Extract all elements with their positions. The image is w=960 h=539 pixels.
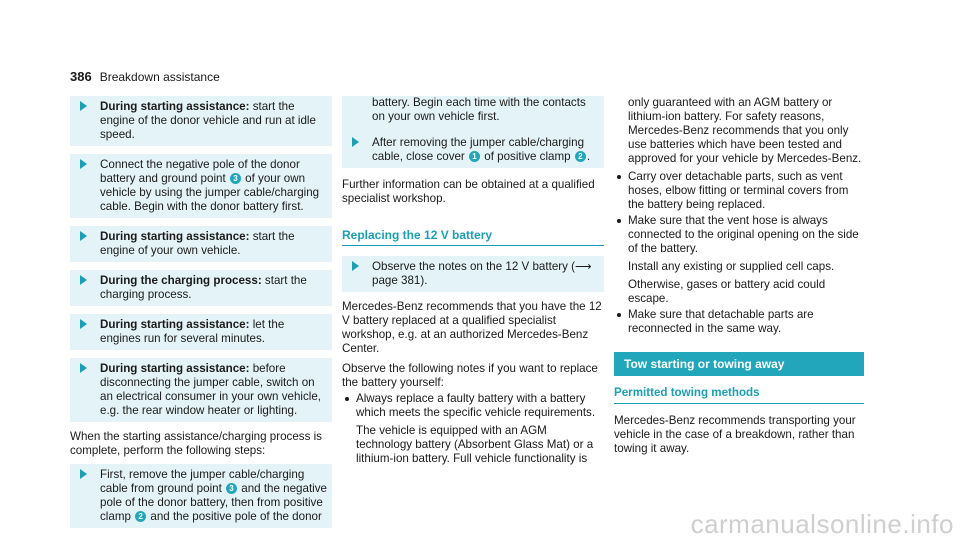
- callout-badge: 2: [575, 151, 586, 162]
- page-reference-link[interactable]: page 381).: [372, 274, 428, 287]
- watermark: carmanualsonline.info: [690, 509, 954, 539]
- step-label: During starting assistance:: [100, 318, 250, 331]
- list-item-text: Always replace a faulty battery with a battery which meets the specific vehicle requirements.: [356, 392, 596, 419]
- list-item-subtext: Install any existing or supplied cell caps.: [628, 260, 835, 273]
- page-reference-arrow-icon: ⟶: [575, 260, 592, 273]
- step-remove-cable: [70, 464, 332, 528]
- step-run-engines: [70, 314, 332, 350]
- step-text: Observe the notes on the 12 V battery (: [372, 260, 576, 273]
- column-1: [70, 96, 332, 536]
- page-title: Breakdown assistance: [99, 70, 220, 84]
- callout-badge: 3: [226, 483, 237, 494]
- callout-badge: 3: [230, 173, 241, 184]
- bullet-list: [342, 392, 604, 466]
- step-text: start the engine of your own vehicle.: [100, 230, 295, 257]
- bullet-icon: [617, 219, 621, 223]
- step-label: During starting assistance:: [100, 100, 250, 113]
- step-text: of your own vehicle by using the jumper cable/charging cable. Begin with the donor battery first.: [100, 172, 320, 213]
- step-charging: [70, 270, 332, 306]
- step-arrow-icon: [80, 231, 87, 241]
- subsection-heading-towing-methods: Permitted towing methods: [614, 386, 864, 404]
- step-label: During the charging process:: [100, 274, 262, 287]
- list-item: [614, 308, 864, 336]
- list-item: [614, 170, 864, 212]
- page-header: [70, 70, 220, 84]
- section-banner-tow-starting: Tow starting or towing away: [614, 352, 864, 376]
- paragraph-transporting: Mercedes-Benz recommends transporting your vehicle in the case of a breakdown, rather than towing it away.: [614, 414, 856, 455]
- bullet-list: [614, 170, 864, 336]
- step-arrow-icon: [80, 275, 87, 285]
- step-close-cover: [342, 128, 604, 168]
- list-item: [614, 214, 864, 306]
- callout-badge: 1: [469, 151, 480, 162]
- list-item-continuation: only guaranteed with an AGM battery or lithium-ion battery. For safety reasons, Mercedes-Benz recommends that you only use batteries which have been tested and approved for your vehicle by Mercedes-Benz.: [628, 96, 862, 165]
- bullet-icon: [345, 397, 349, 401]
- list-item: [342, 392, 604, 466]
- column-3: [614, 96, 864, 462]
- step-text: First, remove the jumper cable/charging cable from ground point: [100, 468, 305, 495]
- step-arrow-icon: [80, 101, 87, 111]
- step-text: let the engines run for several minutes.: [100, 318, 285, 345]
- section-heading-replacing-battery: Replacing the 12 V battery: [342, 228, 604, 246]
- bullet-icon: [617, 313, 621, 317]
- step-arrow-icon: [352, 261, 359, 271]
- paragraph-further-info: Further information can be obtained at a qualified specialist workshop.: [342, 178, 595, 205]
- step-text: start the charging process.: [100, 274, 307, 301]
- column-2: [342, 96, 604, 470]
- paragraph-recommends: Mercedes-Benz recommends that you have the 12 V battery replaced at a qualified specialist workshop, e.g. at an authorized Mercedes-Benz Center.: [342, 300, 602, 355]
- step-arrow-icon: [80, 363, 87, 373]
- bullet-icon: [617, 175, 621, 179]
- step-label: During starting assistance:: [100, 362, 250, 375]
- step-text: of positive clamp: [481, 150, 574, 163]
- list-item-subtext: The vehicle is equipped with an AGM technology battery (Absorbent Glass Mat) or a lithium-ion battery. Full vehicle functionality is: [356, 424, 594, 465]
- step-label: During starting assistance:: [100, 230, 250, 243]
- callout-badge: 2: [135, 511, 146, 522]
- list-item-text: Make sure that the vent hose is always connected to the original opening on the side of the battery.: [628, 214, 859, 255]
- step-arrow-icon: [352, 137, 359, 147]
- step-text: and the negative pole of the donor battery, then from positive clamp: [100, 482, 327, 523]
- step-start-engine-donor: [70, 96, 332, 146]
- step-text: .: [586, 150, 591, 163]
- step-arrow-icon: [80, 159, 87, 169]
- step-arrow-icon: [80, 319, 87, 329]
- step-text: before disconnecting the jumper cable, switch on an electrical consumer in your own vehicle, e.g. the rear window heater or lighting.: [100, 362, 322, 417]
- step-text: battery. Begin each time with the contacts on your own vehicle first.: [372, 96, 586, 123]
- step-connect-negative: [70, 154, 332, 218]
- step-text: start the engine of the donor vehicle and run at idle speed.: [100, 100, 316, 141]
- step-switch-on-consumer: [70, 358, 332, 422]
- step-arrow-icon: [80, 469, 87, 479]
- list-item-subtext: Otherwise, gases or battery acid could escape.: [628, 278, 826, 305]
- step-text: After removing the jumper cable/charging cable, close cover: [372, 136, 585, 163]
- page-number: 386: [70, 69, 92, 84]
- paragraph-observe: Observe the following notes if you want to replace the battery yourself:: [342, 362, 598, 389]
- list-item-text: Carry over detachable parts, such as vent hoses, elbow fitting or terminal covers from the battery being replaced.: [628, 170, 849, 211]
- list-item-text: Make sure that detachable parts are reconnected in the same way.: [628, 308, 814, 335]
- step-continuation: [342, 96, 604, 128]
- step-start-own-engine: [70, 226, 332, 262]
- step-text: Connect the negative pole of the donor battery and ground point: [100, 158, 300, 185]
- paragraph-when-complete: When the starting assistance/charging process is complete, perform the following steps:: [70, 430, 322, 457]
- step-text: and the positive pole of the donor: [147, 510, 322, 523]
- step-observe-notes: [342, 256, 604, 292]
